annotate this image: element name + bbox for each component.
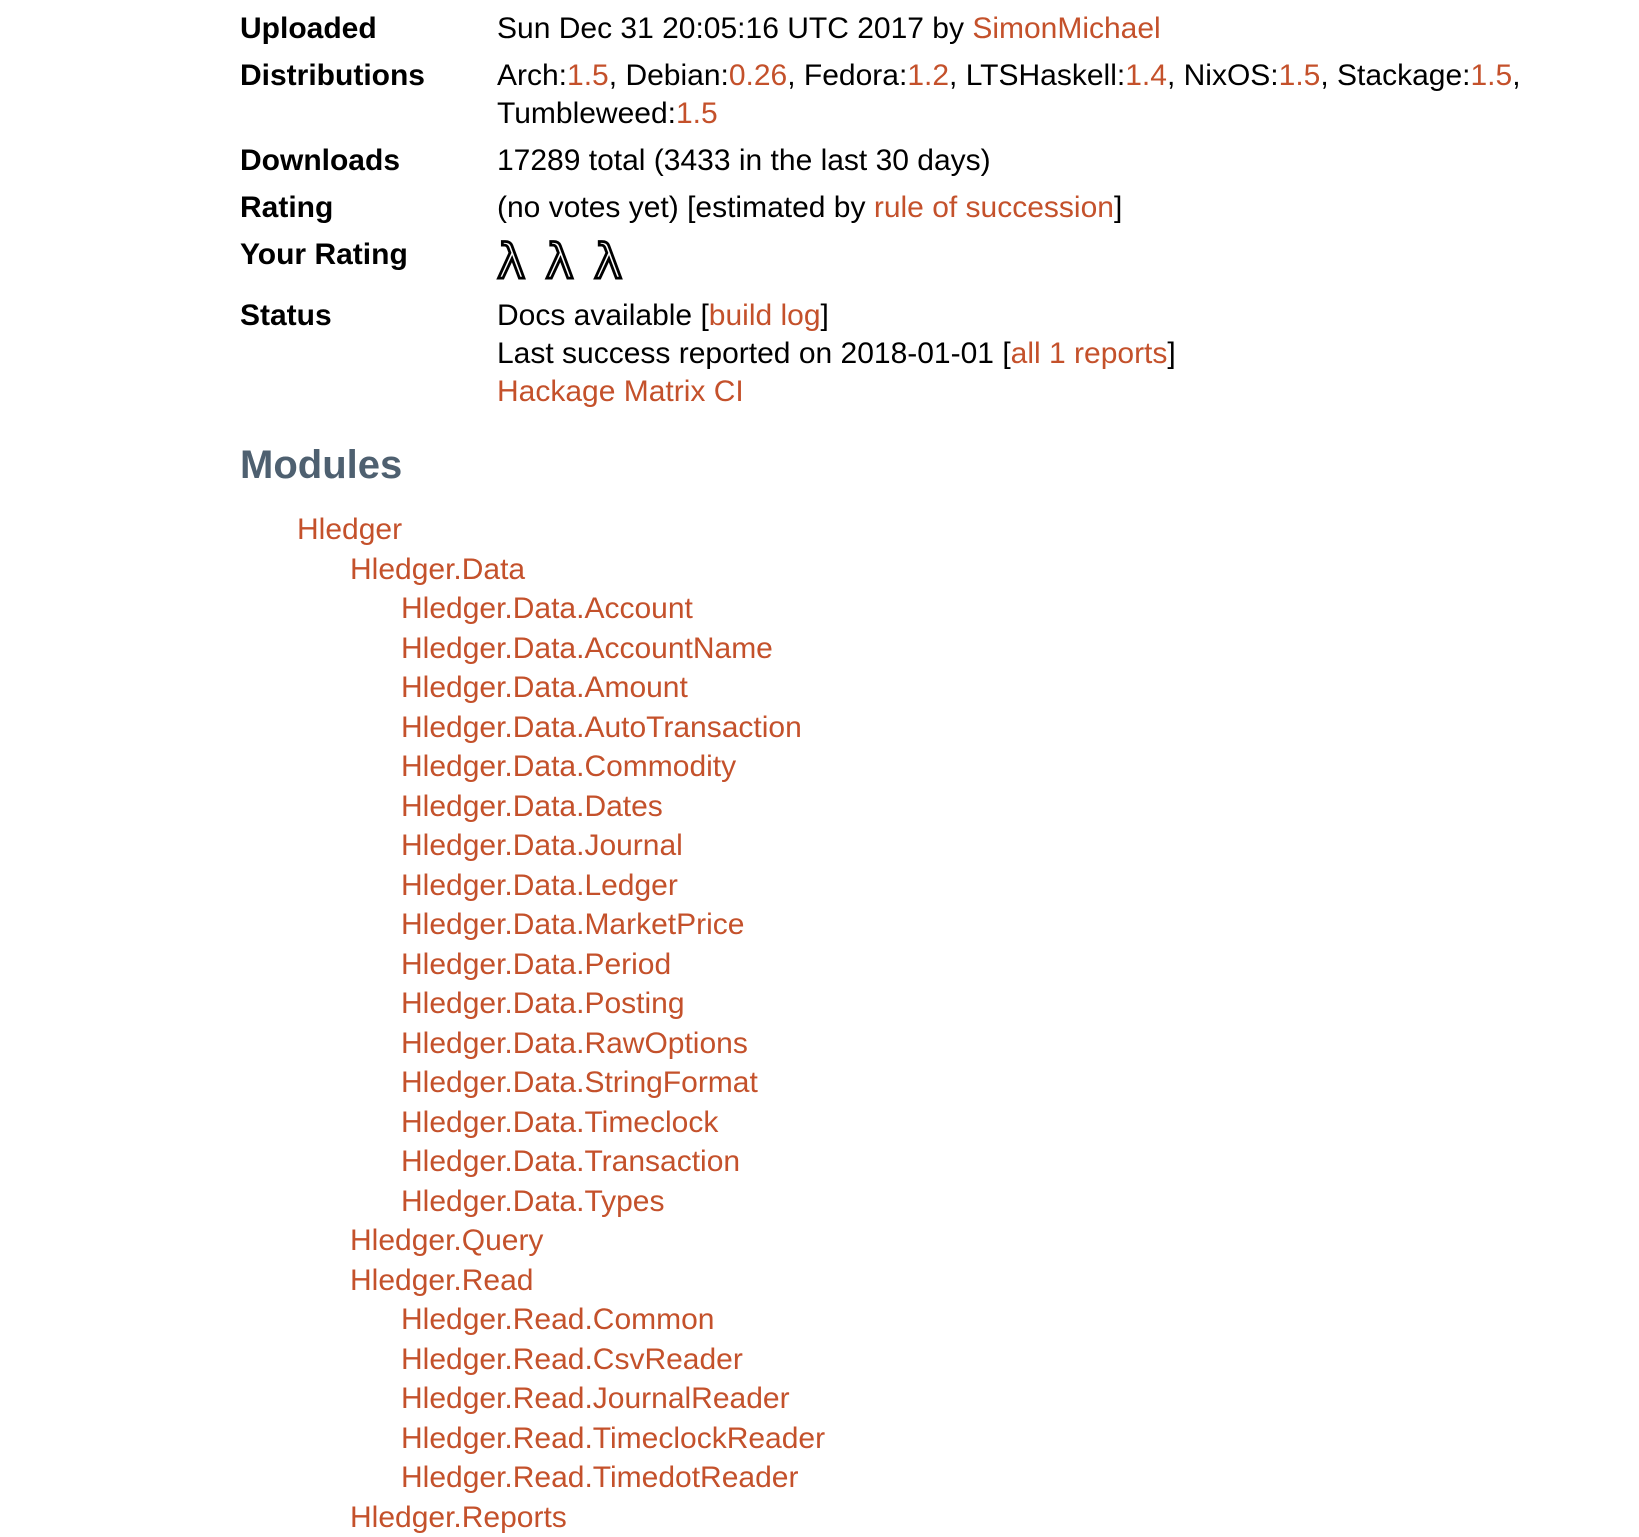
module-tree-item — [240, 1261, 1639, 1301]
distribution-version-link[interactable]: 1.4 — [1125, 59, 1167, 92]
module-tree-item — [240, 1300, 1639, 1340]
prop-row-uploaded — [240, 10, 1639, 48]
module-link[interactable]: Hledger.Data.AutoTransaction — [401, 711, 802, 744]
prop-label-rating: Rating — [240, 189, 497, 227]
distribution-item: Debian:0.26, — [625, 59, 795, 92]
distribution-version-link[interactable]: 1.2 — [907, 59, 949, 92]
module-link[interactable]: Hledger.Read.TimedotReader — [401, 1461, 798, 1494]
module-tree-item — [240, 1182, 1639, 1222]
module-link[interactable]: Hledger.Read.JournalReader — [401, 1382, 790, 1415]
prop-row-status — [240, 297, 1639, 411]
module-tree-item — [240, 747, 1639, 787]
module-link[interactable]: Hledger.Read.Common — [401, 1303, 715, 1336]
text-segment: Last success reported on 2018-01-01 [ — [497, 337, 1011, 370]
text-segment: ] — [1167, 337, 1175, 370]
link-all-1-reports[interactable]: all 1 reports — [1011, 337, 1168, 370]
link-build-log[interactable]: build log — [709, 299, 821, 332]
text-segment: ] — [1114, 191, 1122, 224]
module-tree-item — [240, 668, 1639, 708]
distribution-version-link[interactable]: 1.5 — [676, 97, 718, 130]
distribution-item: NixOS:1.5, — [1184, 59, 1329, 92]
prop-label-uploaded: Uploaded — [240, 10, 497, 48]
module-link[interactable]: Hledger.Reports — [350, 1501, 567, 1534]
distribution-version-link[interactable]: 0.26 — [729, 59, 787, 92]
module-link[interactable]: Hledger.Data.Timeclock — [401, 1106, 718, 1139]
status-line — [497, 373, 1176, 411]
module-tree-item — [240, 866, 1639, 906]
module-link[interactable]: Hledger.Data.Amount — [401, 671, 688, 704]
status-line — [497, 297, 1176, 335]
link-hackage-matrix-ci[interactable]: Hackage Matrix CI — [497, 375, 744, 408]
module-tree-item — [240, 589, 1639, 629]
distribution-version-link[interactable]: 1.5 — [1279, 59, 1321, 92]
prop-value-uploaded — [497, 10, 1161, 48]
prop-value-downloads — [497, 142, 991, 180]
module-tree-item — [240, 1419, 1639, 1459]
module-tree-item — [240, 905, 1639, 945]
module-link[interactable]: Hledger.Data — [350, 553, 525, 586]
module-tree-item — [240, 1103, 1639, 1143]
prop-label-your-rating: Your Rating — [240, 236, 497, 274]
distribution-item: Arch:1.5, — [497, 59, 617, 92]
prop-label-distributions: Distributions — [240, 57, 497, 95]
distribution-version-link[interactable]: 1.5 — [1470, 59, 1512, 92]
prop-value-status — [497, 297, 1176, 411]
module-tree-item — [240, 629, 1639, 669]
module-tree-item — [240, 787, 1639, 827]
module-link[interactable]: Hledger.Data.Ledger — [401, 869, 678, 902]
module-link[interactable]: Hledger.Data.MarketPrice — [401, 908, 744, 941]
module-tree-item — [240, 1024, 1639, 1064]
module-link[interactable]: Hledger.Data.Transaction — [401, 1145, 740, 1178]
prop-value-distributions — [497, 57, 1639, 133]
module-tree-item — [240, 1063, 1639, 1103]
module-link[interactable]: Hledger.Data.Posting — [401, 987, 685, 1020]
prop-row-downloads — [240, 142, 1639, 180]
module-link[interactable]: Hledger.Read — [350, 1264, 533, 1297]
text-segment: Sun Dec 31 20:05:16 UTC 2017 by — [497, 12, 972, 45]
text-segment: 17289 total (3433 in the last 30 days) — [497, 144, 991, 177]
status-line — [497, 335, 1176, 373]
module-link[interactable]: Hledger.Data.StringFormat — [401, 1066, 758, 1099]
module-link[interactable]: Hledger.Query — [350, 1224, 543, 1257]
rating-stars — [497, 236, 642, 288]
prop-label-downloads: Downloads — [240, 142, 497, 180]
module-tree-item — [240, 945, 1639, 985]
module-tree-item — [240, 1142, 1639, 1182]
module-tree-item — [240, 510, 1639, 550]
module-link[interactable]: Hledger.Data.AccountName — [401, 632, 773, 665]
module-tree-item — [240, 984, 1639, 1024]
link-simonmichael[interactable]: SimonMichael — [972, 12, 1160, 45]
module-tree-item — [240, 826, 1639, 866]
module-tree-item — [240, 550, 1639, 590]
text-segment: ] — [821, 299, 829, 332]
module-link[interactable]: Hledger.Read.CsvReader — [401, 1343, 743, 1376]
distribution-version-link[interactable]: 1.5 — [567, 59, 609, 92]
module-tree — [240, 510, 1639, 1537]
module-link[interactable]: Hledger.Data.Account — [401, 592, 693, 625]
prop-row-your-rating — [240, 236, 1639, 288]
text-segment: (no votes yet) [estimated by — [497, 191, 874, 224]
module-link[interactable]: Hledger.Data.Journal — [401, 829, 683, 862]
modules-heading: Modules — [240, 443, 1639, 487]
module-tree-item — [240, 1498, 1639, 1537]
distribution-item: Tumbleweed:1.5 — [497, 97, 718, 130]
rating-lambda-icon[interactable]: λ — [497, 236, 525, 288]
module-tree-item — [240, 708, 1639, 748]
rating-lambda-icon[interactable]: λ — [545, 236, 573, 288]
distribution-item: Fedora:1.2, — [804, 59, 957, 92]
distribution-item: LTSHaskell:1.4, — [966, 59, 1176, 92]
module-link[interactable]: Hledger.Read.TimeclockReader — [401, 1422, 825, 1455]
rating-lambda-icon[interactable]: λ — [594, 236, 622, 288]
module-link[interactable]: Hledger.Data.Period — [401, 948, 671, 981]
module-link[interactable]: Hledger.Data.RawOptions — [401, 1027, 748, 1060]
text-segment: Docs available [ — [497, 299, 709, 332]
module-link[interactable]: Hledger.Data.Commodity — [401, 750, 736, 783]
module-tree-item — [240, 1379, 1639, 1419]
module-tree-item — [240, 1340, 1639, 1380]
link-rule-of-succession[interactable]: rule of succession — [874, 191, 1114, 224]
module-tree-item — [240, 1221, 1639, 1261]
prop-label-status: Status — [240, 297, 497, 335]
module-link[interactable]: Hledger.Data.Types — [401, 1185, 664, 1218]
prop-row-rating — [240, 189, 1639, 227]
module-link[interactable]: Hledger — [297, 513, 402, 546]
prop-value-rating — [497, 189, 1122, 227]
module-tree-item — [240, 1458, 1639, 1498]
package-properties — [240, 10, 1639, 411]
module-link[interactable]: Hledger.Data.Dates — [401, 790, 663, 823]
prop-row-distributions — [240, 57, 1639, 133]
distribution-item: Stackage:1.5, — [1337, 59, 1520, 92]
